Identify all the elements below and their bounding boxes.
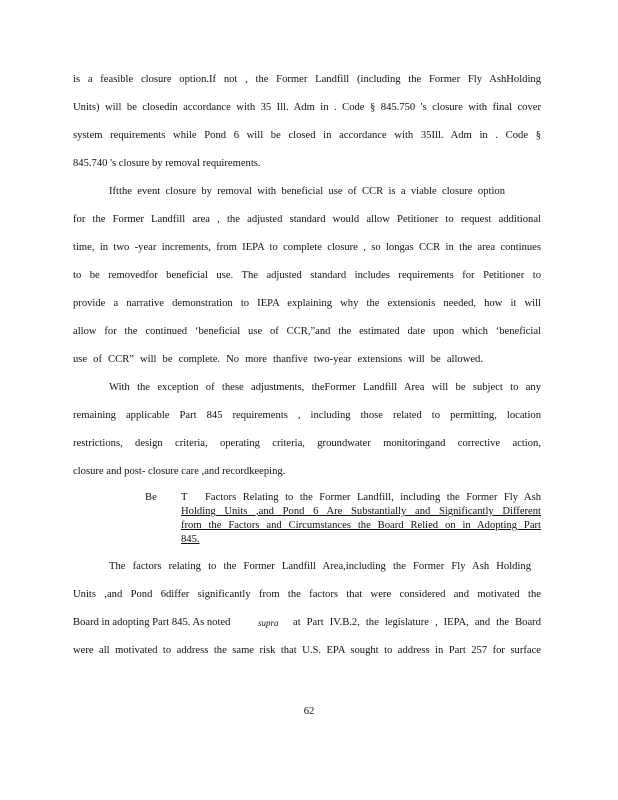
paragraph-3-line-4: closure and post- closure care ,and recordkeeping.: [73, 466, 286, 477]
section-heading-marker: Be: [145, 492, 157, 503]
paragraph-1-line-2: Units) will be closedin accordance with 35 Ill. Adm in . Code § 845.750 's closure with final cover: [73, 102, 541, 113]
paragraph-3-line-3: restrictions, design criteria, operating criteria, groundwater monitoringand corrective action,: [73, 438, 541, 449]
section-heading-prefix: T: [181, 492, 188, 503]
section-heading-line-4: 845.: [181, 534, 200, 545]
paragraph-1-line-1: is a feasible closure option.If not , the Former Landfill (including the Former Fly AshHolding: [73, 74, 541, 85]
page-number: 62: [303, 706, 315, 717]
paragraph-2-line-2: for the Former Landfill area , the adjusted standard would allow Petitioner to request additional: [73, 214, 541, 225]
paragraph-2-line-5: provide a narrative demonstration to IEPA explaining why the extensionis needed, how it will: [73, 298, 541, 309]
paragraph-3-line-1: With the exception of these adjustments, theFormer Landfill Area will be subject to any: [109, 382, 541, 393]
section-heading-line-1: Factors Relating to the Former Landfill, including the Former Fly Ash: [205, 492, 541, 503]
paragraph-2-line-4: to be removedfor beneficial use. The adjusted standard includes requirements for Petitioner to: [73, 270, 541, 281]
paragraph-2-line-3: time, in two -year increments, from IEPA to complete closure , so longas CCR in the area continues: [73, 242, 541, 253]
paragraph-4-line-3-start: Board in adopting Part 845. As noted: [73, 617, 231, 628]
section-heading-line-3: from the Factors and Circumstances the Board Relied on in Adopting Part: [181, 520, 541, 531]
paragraph-4-line-3-end: at Part IV.B.2, the legislature , IEPA, and the Board: [293, 617, 541, 628]
paragraph-4-line-4: were all motivated to address the same risk that U.S. EPA sought to address in Part 257 for surface: [73, 645, 541, 656]
paragraph-2-line-7: use of CCR” will be complete. No more thanfive two-year extensions will be allowed.: [73, 354, 483, 365]
paragraph-4-italic-word: [258, 616, 288, 631]
paragraph-2-line-6: allow for the continued ‘beneficial use of CCR,”and the estimated date upon which ‘beneficial: [73, 326, 541, 337]
paragraph-4-line-2: Units ,and Pond 6differ significantly from the factors that were considered and motivated the: [73, 589, 541, 600]
paragraph-2-line-1: Iftthe event closure by removal with beneficial use of CCR is a viable closure option: [109, 186, 505, 197]
paragraph-1-line-4: 845.740 's closure by removal requirements.: [73, 158, 261, 169]
section-heading-line-2: Holding Units ,and Pond 6 Are Substantially and Significantly Different: [181, 506, 541, 517]
paragraph-3-line-2: remaining applicable Part 845 requirements , including those related to permitting, location: [73, 410, 541, 421]
supra-text: supra: [258, 618, 279, 628]
paragraph-1-line-3: system requirements while Pond 6 will be closed in accordance with 35Ill. Adm in . Code §: [73, 130, 541, 141]
paragraph-4-line-1: The factors relating to the Former Landfill Area,including the Former Fly Ash Holding: [109, 561, 531, 572]
